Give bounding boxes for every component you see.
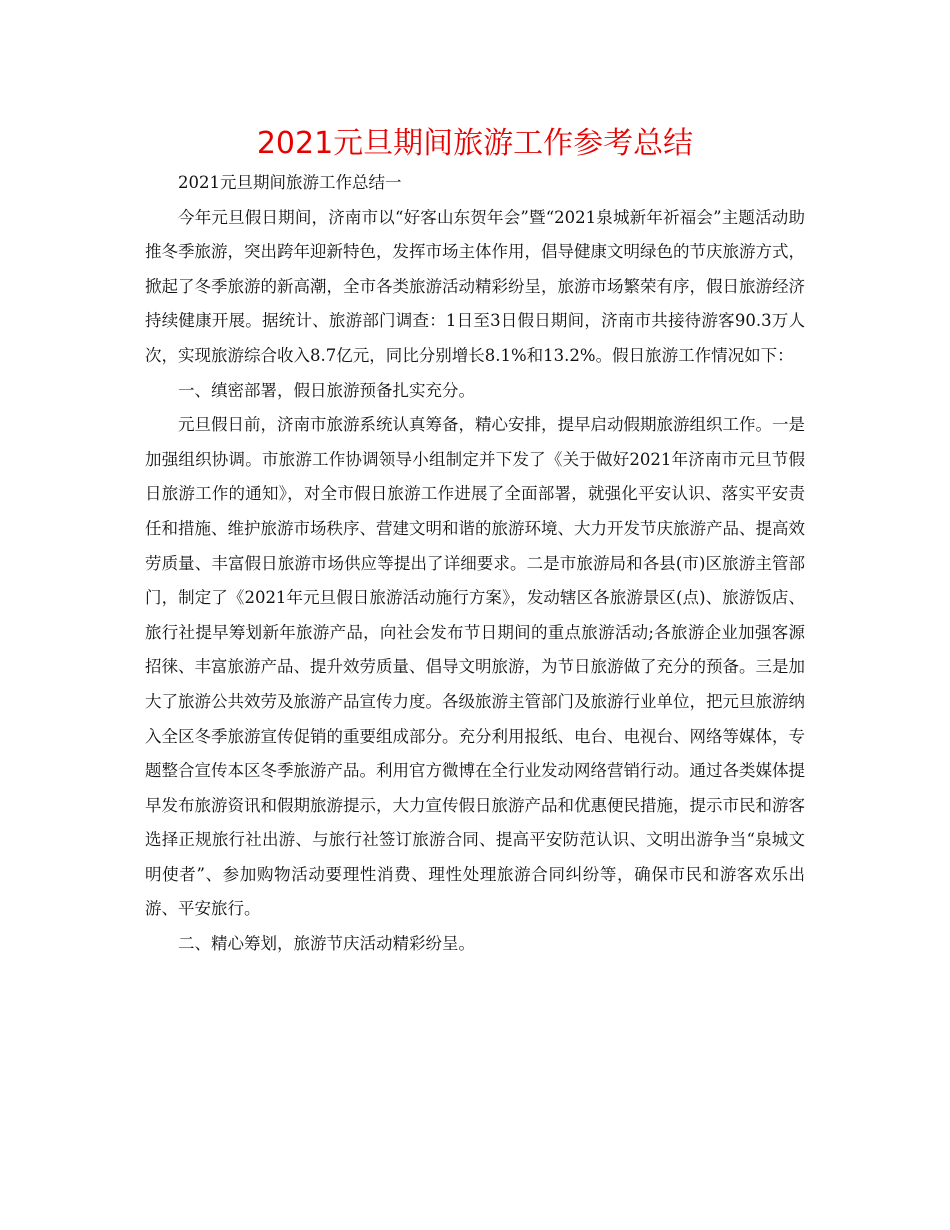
document-body — [145, 166, 805, 962]
paragraph-subtitle: 2021元旦期间旅游工作总结一 — [178, 173, 402, 192]
paragraph-intro: 今年元旦假日期间，济南市以“好客山东贺年会”暨“2021泉城新年祈福会”主题活动助推冬季旅游，突出跨年迎新特色，发挥市场主体作用，倡导健康文明绿色的节庆旅游方式，掀起了冬季旅游的新高潮，全市各类旅游活动精彩纷呈，旅游市场繁荣有序，假日旅游经济持续健康开展。据统计、旅游部门调查：1日至3日假日期间，济南市共接待游客90.3万人次，实现旅游综合收入8.7亿元，同比分别增长8.1%和13.2%。假日旅游工作情况如下： — [145, 207, 805, 365]
section-heading-2: 二、精心筹划，旅游节庆活动精彩纷呈。 — [178, 934, 475, 954]
section-heading-1: 一、缜密部署，假日旅游预备扎实充分。 — [178, 380, 475, 400]
document-title: 2021元旦期间旅游工作参考总结 — [256, 126, 694, 161]
paragraph-section-1: 元旦假日前，济南市旅游系统认真筹备，精心安排，提早启动假期旅游组织工作。一是加强组织协调。市旅游工作协调领导小组制定并下发了《关于做好2021年济南市元旦节假日旅游工作的通知》，对全市假日旅游工作进展了全面部署，就强化平安认识、落实平安责任和措施、维护旅游市场秩序、营建文明和谐的旅游环境、大力开发节庆旅游产品、提高效劳质量、丰富假日旅游市场供应等提出了详细要求。二是市旅游局和各县(市)区旅游主管部门，制定了《2021年元旦假日旅游活动施行方案》，发动辖区各旅游景区(点)、旅游饭店、旅行社提早筹划新年旅游产品，向社会发布节日期间的重点旅游活动;各旅游企业加强客源招徕、丰富旅游产品、提升效劳质量、倡导文明旅游，为节日旅游做了充分的预备。三是加大了旅游公共效劳及旅游产品宣传力度。各级旅游主管部门及旅游行业单位，把元旦旅游纳入全区冬季旅游宣传促销的重要组成部分。充分利用报纸、电台、电视台、网络等媒体，专题整合宣传本区冬季旅游产品。利用官方微博在全行业发动网络营销行动。通过各类媒体提早发布旅游资讯和假期旅游提示，大力宣传假日旅游产品和优惠便民措施，提示市民和游客选择正规旅行社出游、与旅行社签订旅游合同、提高平安防范认识、文明出游争当“泉城文明使者”、参加购物活动要理性消费、理性处理旅游合同纠纷等，确保市民和游客欢乐出游、平安旅行。 — [145, 415, 805, 919]
